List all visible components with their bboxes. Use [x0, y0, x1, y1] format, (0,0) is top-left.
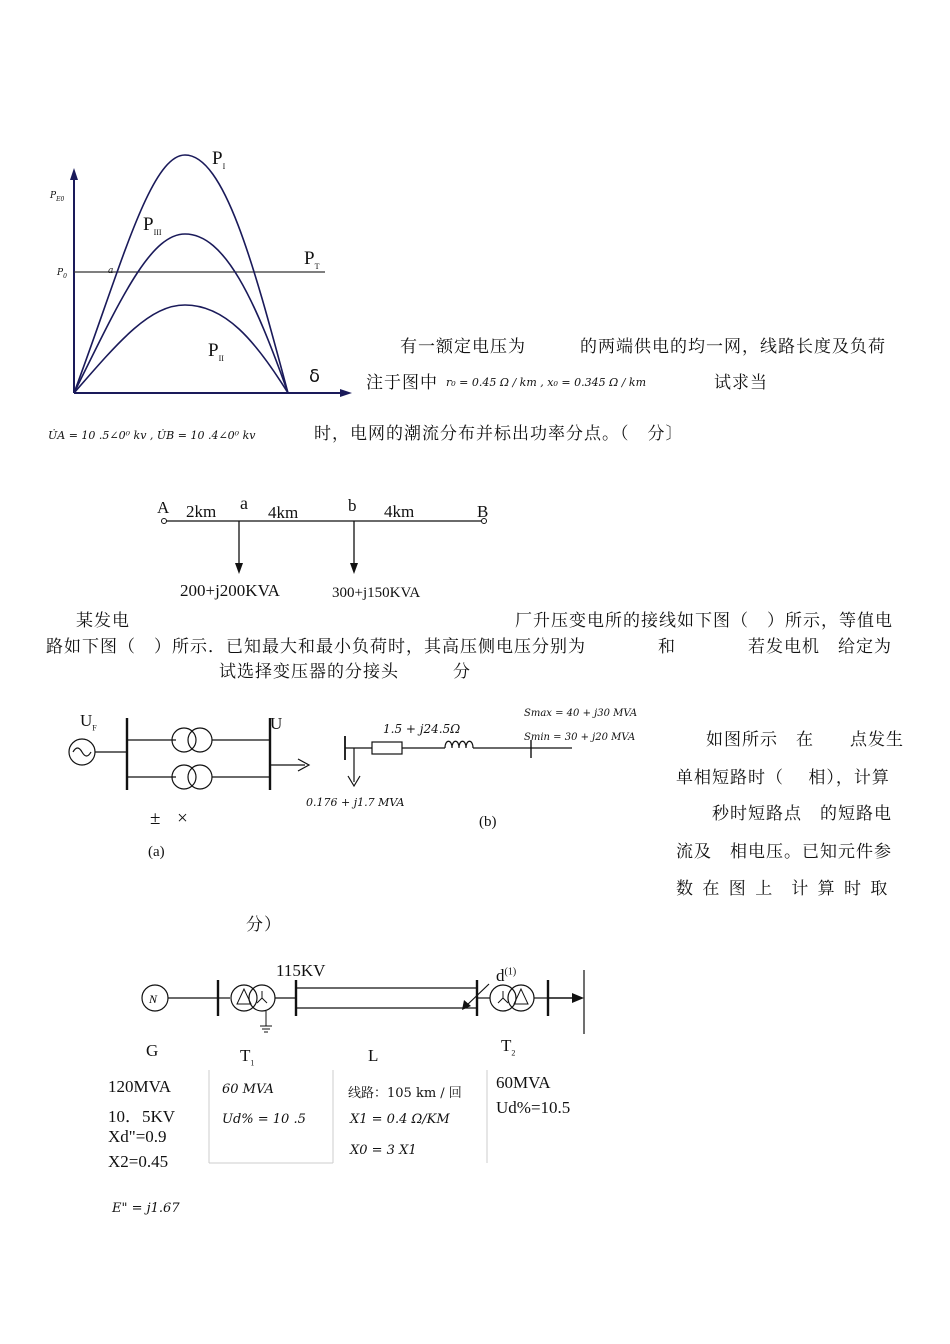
label-T2: $T_2$: [501, 1036, 516, 1058]
tap-range: ± ×: [150, 808, 194, 829]
node-B: B: [477, 502, 489, 521]
l-param-1: 线路：105 km / 回: [348, 1086, 462, 1101]
shunt-label: 0.176 + j1.7 MVA: [306, 796, 405, 809]
t1-param-1: 60 MVA: [222, 1082, 274, 1097]
voltage-label: 115KV: [276, 961, 326, 980]
label-pii: $P_{II}$: [208, 340, 224, 363]
label-u: U: [270, 714, 283, 733]
node-b: b: [348, 496, 357, 515]
l-param-3: X0 = 3 X1: [350, 1143, 417, 1158]
problem3-line4: 流及 相电压。已知元件参: [676, 842, 892, 862]
node-a: a: [240, 493, 248, 513]
t2-param-1: 60MVA: [496, 1073, 551, 1092]
label-pt: $P_T$: [304, 248, 320, 271]
label-L: L: [368, 1046, 379, 1065]
problem1-line1: 有一额定电压为 的两端供电的均一网，线路长度及负荷: [400, 337, 886, 357]
label-pe0: $P_{E0}$: [50, 191, 65, 203]
svg-text:N: N: [149, 992, 158, 1006]
label-T1: $T_1$: [240, 1046, 255, 1068]
problem3-line2: 单相短路时（ 相），计算: [676, 768, 890, 788]
problem3-line6: 分）: [246, 915, 282, 935]
problem1-line2-prefix: 注于图中: [366, 373, 438, 393]
problem3-line5: 数 在 图 上 计 算 时 取: [676, 879, 889, 899]
problem2-line1b: 厂升压变电所的接线如下图（ ）所示，等值电: [515, 611, 893, 631]
caption-b: (b): [479, 814, 497, 830]
label-G: G: [146, 1041, 159, 1060]
label-delta: δ: [309, 366, 321, 387]
label-uf: $U_F$: [80, 711, 97, 733]
smin-label: Smin = 30 + j20 MVA: [524, 732, 636, 743]
g-param-3: Xd"=0.9: [108, 1127, 167, 1146]
t1-param-2: Ud% = 10 .5: [222, 1112, 306, 1127]
problem1-line2-suffix: 试求当: [714, 373, 768, 393]
problem2-line2: 路如下图（ ）所示．已知最大和最小负荷时，其高压侧电压分别为 和 若发电机 给定为: [46, 637, 892, 657]
problem3-line1: 如图所示 在 点发生: [706, 730, 904, 750]
g-param-4: X2=0.45: [108, 1152, 169, 1171]
g-param-2: 10．5KV: [108, 1107, 176, 1126]
l-param-2: X1 = 0.4 Ω/KM: [350, 1112, 450, 1127]
impedance-label: 1.5 + j24.5Ω: [383, 722, 461, 736]
problem3-line3: 秒时短路点 的短路电: [712, 804, 892, 824]
smax-label: Smax = 40 + j30 MVA: [524, 708, 638, 719]
t2-param-2: Ud%=10.5: [496, 1098, 571, 1117]
g-param-1: 120MVA: [108, 1077, 171, 1096]
length-ab: 4km: [268, 503, 299, 522]
node-A: A: [157, 498, 170, 517]
length-bB: 4km: [384, 502, 415, 521]
length-a: 2km: [186, 502, 217, 521]
fault-label: $d^{(1)}$: [496, 966, 517, 985]
problem2-line1a: 某发电: [76, 611, 130, 631]
emf-formula: E" = j1.67: [112, 1201, 180, 1216]
load-a: 200+j200KVA: [180, 581, 280, 600]
problem1-voltage-formula: U̇A = 10 .5∠0⁰ kv , U̇B = 10 .4∠0⁰ kv: [48, 429, 256, 442]
label-p0: $P_0$: [57, 268, 67, 280]
caption-a: (a): [148, 844, 165, 860]
label-piii: $P_{III}$: [143, 214, 162, 237]
label-pi: $P_I$: [212, 148, 226, 171]
problem1-line3: 时，电网的潮流分布并标出功率分点。（ 分〕: [314, 424, 684, 444]
label-a-point: a: [108, 266, 114, 276]
load-b: 300+j150KVA: [332, 585, 421, 601]
problem1-line2-formula: r₀ = 0.45 Ω / km , x₀ = 0.345 Ω / km: [446, 376, 646, 389]
problem2-line3: 试选择变压器的分接头 分: [219, 662, 471, 682]
